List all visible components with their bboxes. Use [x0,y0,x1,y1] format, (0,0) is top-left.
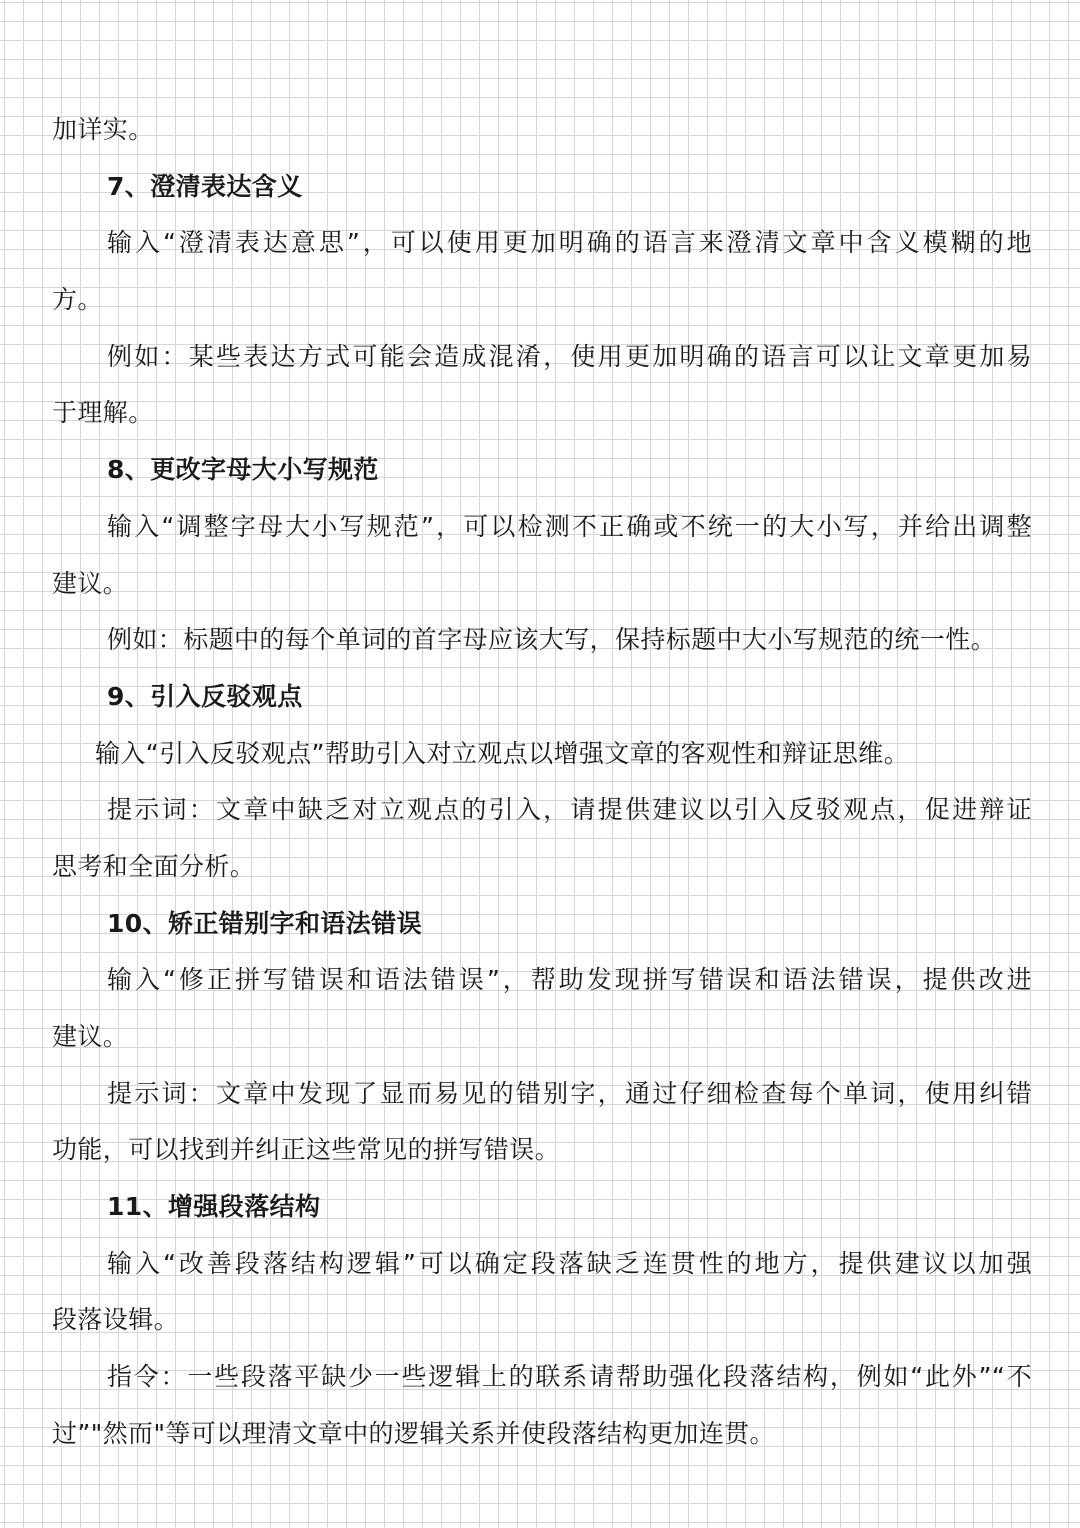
paragraph-line: 输入“修正拼写错误和语法错误”，帮助发现拼写错误和语法错误，提供改进 [107,965,1032,995]
section-heading: 11、增强段落结构 [107,1192,321,1222]
paragraph-line: 指令：一些段落平缺少一些逻辑上的联系请帮助强化段落结构，例如“此外”“不 [107,1362,1032,1392]
paragraph-line: 于理解。 [52,398,154,428]
paragraph-line: 建议。 [52,568,129,598]
paragraph-line: 过”"然而"等可以理清文章中的逻辑关系并使段落结构更加连贯。 [52,1418,775,1448]
paragraph-line: 例如：某些表达方式可能会造成混淆，使用更加明确的语言可以让文章更加易 [107,341,1032,371]
section-heading: 8、更改字母大小写规范 [107,455,379,485]
section-heading: 9、引入反驳观点 [107,681,303,711]
paragraph-line: 段落设辑。 [52,1305,180,1335]
paragraph-line: 输入“调整字母大小写规范”，可以检测不正确或不统一的大小写，并给出调整 [107,511,1032,541]
paragraph-line: 加详实。 [52,115,154,144]
section-heading: 7、澄清表达含义 [107,171,303,201]
paragraph-line: 方。 [52,285,103,315]
paragraph-line: 功能，可以找到并纠正这些常见的拼写错误。 [52,1135,561,1165]
document-body [52,102,1032,1463]
paragraph-line: 思考和全面分析。 [52,851,256,881]
paragraph-line: 提示词：文章中发现了显而易见的错别字，通过仔细检查每个单词，使用纠错 [107,1078,1032,1108]
paragraph-line: 提示词：文章中缺乏对立观点的引入，请提供建议以引入反驳观点，促进辩证 [107,795,1032,825]
section-heading: 10、矫正错别字和语法错误 [107,908,422,938]
paragraph-line: 输入“澄清表达意思”，可以使用更加明确的语言来澄清文章中含义模糊的地 [107,228,1032,258]
paragraph-line: 输入“引入反驳观点”帮助引入对立观点以增强文章的客观性和辩证思维。 [95,738,910,768]
paragraph-line: 建议。 [52,1022,129,1051]
paragraph-line: 输入“改善段落结构逻辑”可以确定段落缺乏连贯性的地方，提供建议以加强 [107,1248,1032,1278]
paragraph-line: 例如：标题中的每个单词的首字母应该大写，保持标题中大小写规范的统一性。 [107,625,997,655]
